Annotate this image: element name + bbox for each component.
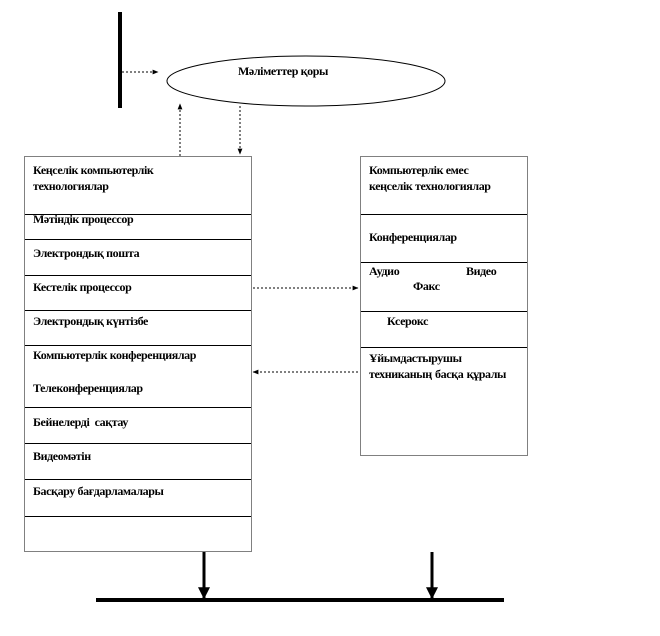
left-item-calendar: Электрондық күнтізбе (33, 314, 148, 328)
left-item-image-storage: Бейнелерді сақтау (33, 415, 129, 429)
non-computer-tech-box (361, 157, 528, 456)
left-item-video-text: Видеомәтін (33, 449, 91, 463)
database-label: Мәліметтер қоры (238, 64, 328, 78)
right-item-other-equipment: Ұйымдастырушы техниканың басқа құралы (369, 351, 506, 381)
right-item-fax: Факс (413, 279, 440, 293)
left-item-spreadsheet: Кестелік процессор (33, 280, 132, 294)
left-item-computer-conferences: Компьютерлік конференциялар (33, 348, 197, 362)
left-item-text-processor: Мәтіндік процессор (33, 212, 134, 226)
left-item-teleconferences: Телеконференциялар (33, 381, 143, 395)
right-item-audio: Аудио (369, 264, 400, 278)
right-item-video: Видео (466, 264, 497, 278)
left-item-management-programs: Басқару бағдарламалары (33, 484, 164, 498)
left-item-email: Электрондық пошта (33, 246, 140, 260)
right-item-conferences: Конференциялар (369, 230, 457, 244)
left-item-office-computer-tech: Кеңселік компьютерлік технологиялар (33, 163, 154, 193)
right-item-non-computer-tech: Компьютерлік емес кеңселік технологиялар (369, 163, 491, 193)
right-item-xerox: Ксерокс (387, 314, 429, 328)
